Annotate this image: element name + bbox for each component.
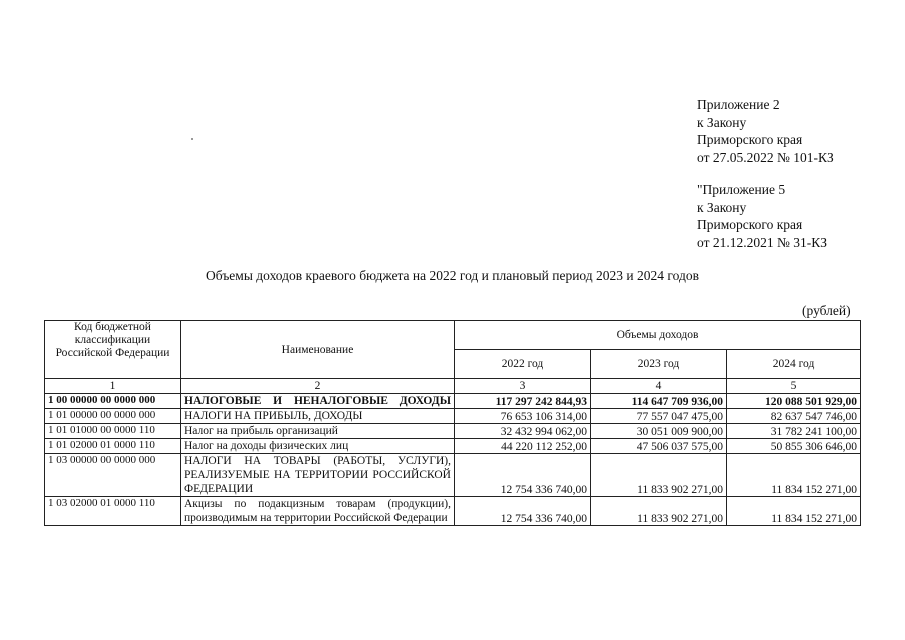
header-name: Наименование xyxy=(181,321,455,379)
header-year-2022: 2022 год xyxy=(455,350,591,379)
row-value-2023: 30 051 009 900,00 xyxy=(591,424,727,439)
row-name: Налог на прибыль организаций xyxy=(181,424,455,439)
table-row xyxy=(45,454,861,497)
row-value-2023: 11 833 902 271,00 xyxy=(591,497,727,526)
table-row xyxy=(45,409,861,424)
row-value-2024: 11 834 152 271,00 xyxy=(727,454,861,497)
column-number-row xyxy=(45,379,861,394)
row-code: 1 01 01000 00 0000 110 xyxy=(45,424,181,439)
annex-block-2 xyxy=(697,181,827,251)
scan-speck xyxy=(191,138,193,140)
row-value-2022: 12 754 336 740,00 xyxy=(455,454,591,497)
annex-line: Приморского края xyxy=(697,132,803,147)
annex-line: "Приложение 5 xyxy=(697,182,786,197)
row-value-2023: 11 833 902 271,00 xyxy=(591,454,727,497)
annex-line: к Закону xyxy=(697,199,747,215)
column-number: 4 xyxy=(591,379,727,394)
table-row xyxy=(45,439,861,454)
row-name: НАЛОГИ НА ПРИБЫЛЬ, ДОХОДЫ xyxy=(181,409,455,424)
annex-line: от 21.12.2021 № 31-КЗ xyxy=(697,234,827,250)
row-value-2024: 50 855 306 646,00 xyxy=(727,439,861,454)
annex-line: к Закону xyxy=(697,114,747,130)
column-number: 5 xyxy=(727,379,861,394)
annex-block-1 xyxy=(697,96,834,166)
row-code: 1 00 00000 00 0000 000 xyxy=(45,394,181,409)
table-row xyxy=(45,424,861,439)
column-number: 2 xyxy=(181,379,455,394)
header-volumes: Объемы доходов xyxy=(455,321,861,350)
annex-line: Приморского края xyxy=(697,217,803,232)
row-value-2023: 47 506 037 575,00 xyxy=(591,439,727,454)
revenue-table xyxy=(44,320,861,526)
row-value-2022: 117 297 242 844,93 xyxy=(455,394,591,409)
table-row xyxy=(45,497,861,526)
row-name: НАЛОГОВЫЕ И НЕНАЛОГОВЫЕ ДОХОДЫ xyxy=(181,394,455,409)
annex-line: от 27.05.2022 № 101-КЗ xyxy=(697,149,834,165)
row-code: 1 03 02000 01 0000 110 xyxy=(45,497,181,526)
table-row xyxy=(45,394,861,409)
row-value-2024: 31 782 241 100,00 xyxy=(727,424,861,439)
row-name: НАЛОГИ НА ТОВАРЫ (РАБОТЫ, УСЛУГИ), РЕАЛИЗУЕМЫЕ НА ТЕРРИТОРИИ РОССИЙСКОЙ ФЕДЕРАЦИИ xyxy=(181,454,455,497)
row-name: Акцизы по подакцизным товарам (продукции), производимым на территории Российской Федерации xyxy=(181,497,455,526)
document-title: Объемы доходов краевого бюджета на 2022 год и плановый период 2023 и 2024 годов xyxy=(206,268,699,283)
unit-label: (рублей) xyxy=(802,303,851,318)
row-value-2023: 77 557 047 475,00 xyxy=(591,409,727,424)
row-value-2022: 44 220 112 252,00 xyxy=(455,439,591,454)
column-number: 1 xyxy=(45,379,181,394)
row-value-2022: 12 754 336 740,00 xyxy=(455,497,591,526)
header-year-2024: 2024 год xyxy=(727,350,861,379)
header-code: Код бюджетной классификации Российской Федерации xyxy=(45,321,181,379)
header-year-2023: 2023 год xyxy=(591,350,727,379)
annex-line: Приложение 2 xyxy=(697,97,780,112)
row-name: Налог на доходы физических лиц xyxy=(181,439,455,454)
row-value-2024: 120 088 501 929,00 xyxy=(727,394,861,409)
row-code: 1 01 02000 01 0000 110 xyxy=(45,439,181,454)
row-value-2022: 32 432 994 062,00 xyxy=(455,424,591,439)
row-value-2024: 82 637 547 746,00 xyxy=(727,409,861,424)
row-value-2023: 114 647 709 936,00 xyxy=(591,394,727,409)
table-header-row xyxy=(45,321,861,350)
row-code: 1 01 00000 00 0000 000 xyxy=(45,409,181,424)
column-number: 3 xyxy=(455,379,591,394)
row-value-2022: 76 653 106 314,00 xyxy=(455,409,591,424)
row-value-2024: 11 834 152 271,00 xyxy=(727,497,861,526)
row-code: 1 03 00000 00 0000 000 xyxy=(45,454,181,497)
